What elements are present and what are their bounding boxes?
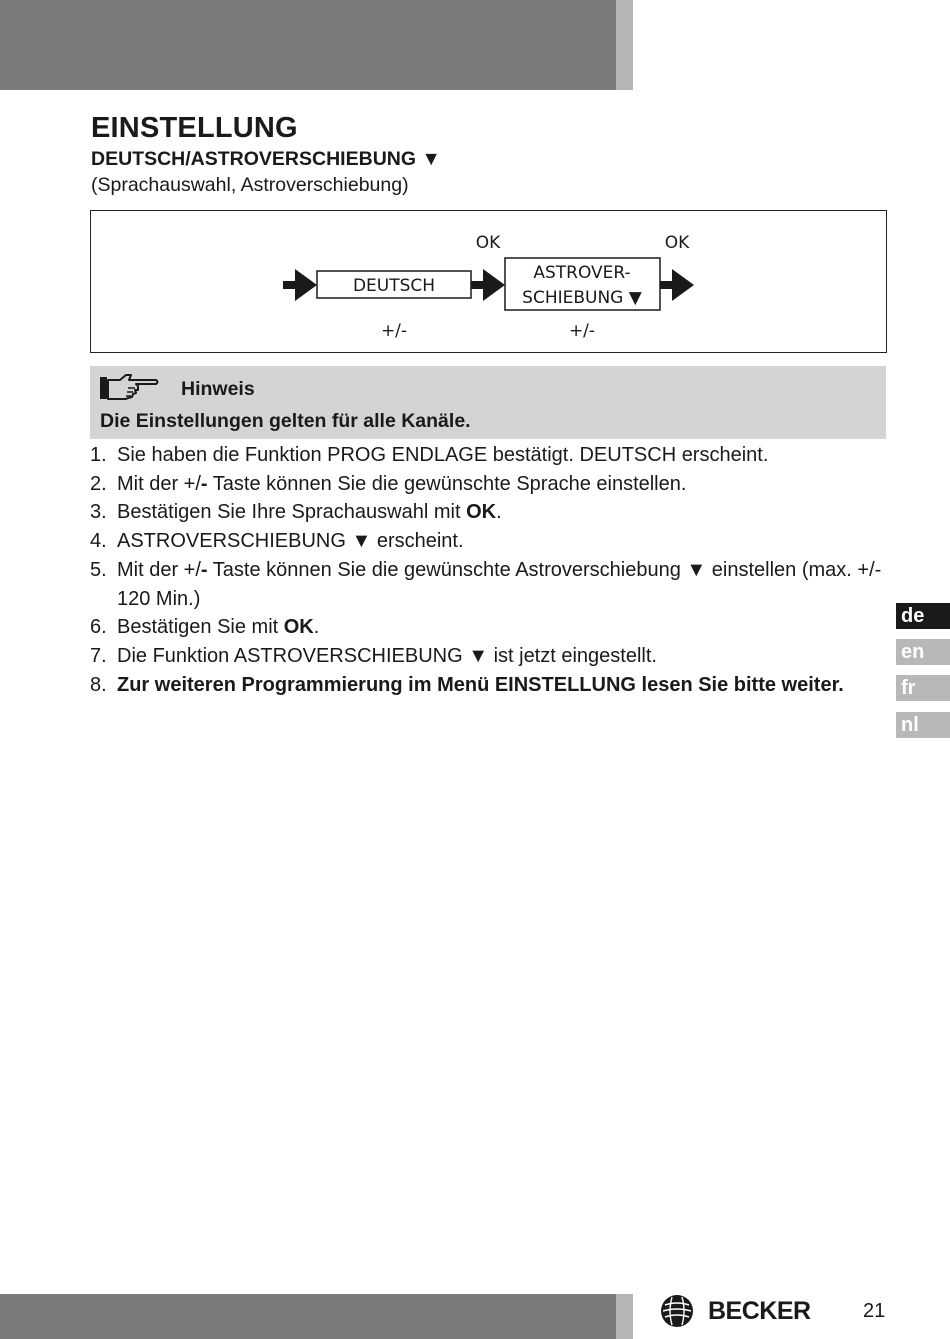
- section-subnote: (Sprachauswahl, Astroverschiebung): [91, 174, 409, 196]
- step-text: ASTROVERSCHIEBUNG ▼ erscheint.: [117, 530, 464, 553]
- arrow-right-icon: [660, 269, 694, 301]
- header-bar-edge: [616, 0, 633, 90]
- step-text: .: [496, 501, 502, 524]
- step-number: 7.: [90, 644, 107, 667]
- step-text: Taste können Sie die gewünschte Astroverschiebung ▼ einstellen (max. +/- 120 Min.): [117, 558, 882, 610]
- list-item: [90, 613, 890, 642]
- step-text: Bestätigen Sie mit: [117, 616, 284, 639]
- pointing-hand-icon: [98, 371, 160, 403]
- list-item: [90, 642, 890, 671]
- plus-minus-label: +/-: [380, 321, 408, 341]
- hint-box: [90, 366, 886, 439]
- list-item: [90, 527, 890, 556]
- ok-label: OK: [475, 233, 501, 253]
- plus-minus-label: +/-: [568, 321, 596, 341]
- step-number: 8.: [90, 673, 107, 696]
- page-number: 21: [863, 1300, 886, 1322]
- page-title: EINSTELLUNG: [91, 112, 298, 144]
- footer-bar-edge: [616, 1294, 633, 1339]
- hint-title: Hinweis: [181, 378, 255, 400]
- astroverschiebung-box-line-2: SCHIEBUNG ▼: [522, 288, 642, 308]
- step-text: Taste können Sie die gewünschte Sprache einstellen.: [207, 472, 687, 495]
- flow-diagram: [90, 210, 887, 353]
- list-item: [90, 470, 890, 499]
- ok-label: OK: [664, 233, 690, 253]
- step-text: .: [313, 616, 320, 639]
- step-number: 4.: [90, 530, 107, 553]
- language-tab-fr[interactable]: fr: [896, 675, 950, 701]
- step-number: 5.: [90, 558, 107, 581]
- footer-bar: [0, 1294, 616, 1339]
- section-subtitle: DEUTSCH/ASTROVERSCHIEBUNG ▼: [91, 148, 441, 170]
- header-bar: [0, 0, 616, 90]
- step-text-bold: Zur weiteren Programmierung im Menü EINSTELLUNG lesen Sie bitte weiter.: [117, 673, 844, 696]
- flow-diagram-svg: [91, 211, 886, 352]
- language-tab-en[interactable]: en: [896, 639, 950, 665]
- language-tab-nl[interactable]: nl: [896, 712, 950, 738]
- brand-name: BECKER: [708, 1297, 811, 1325]
- list-item: [90, 441, 890, 470]
- step-text-bold: -: [200, 472, 208, 495]
- step-text: Mit der +/: [117, 472, 201, 495]
- list-item: [90, 671, 890, 700]
- arrow-right-icon: [471, 269, 505, 301]
- step-text: Sie haben die Funktion PROG ENDLAGE bestätigt. DEUTSCH erscheint.: [117, 444, 769, 466]
- step-text-bold: OK: [466, 501, 497, 524]
- arrow-right-icon: [283, 269, 317, 301]
- hint-text: Die Einstellungen gelten für alle Kanäle.: [100, 410, 471, 432]
- deutsch-box-label: DEUTSCH: [352, 276, 436, 296]
- step-number: 1.: [90, 444, 107, 466]
- step-text: Die Funktion ASTROVERSCHIEBUNG ▼ ist jetzt eingestellt.: [117, 644, 657, 667]
- step-number: 2.: [90, 472, 107, 495]
- astroverschiebung-box-line-1: ASTROVER-: [533, 263, 631, 283]
- language-tab-de[interactable]: de: [896, 603, 950, 629]
- list-item: [90, 498, 890, 527]
- becker-logo-icon: [660, 1293, 696, 1329]
- step-number: 6.: [90, 616, 107, 639]
- step-text: Mit der +/: [117, 558, 201, 581]
- list-item: [90, 556, 890, 613]
- step-text-bold: -: [200, 558, 208, 581]
- instruction-steps: [90, 441, 890, 699]
- step-text-bold: OK: [283, 616, 314, 639]
- step-number: 3.: [90, 501, 107, 524]
- step-text: Bestätigen Sie Ihre Sprachauswahl mit: [117, 501, 467, 524]
